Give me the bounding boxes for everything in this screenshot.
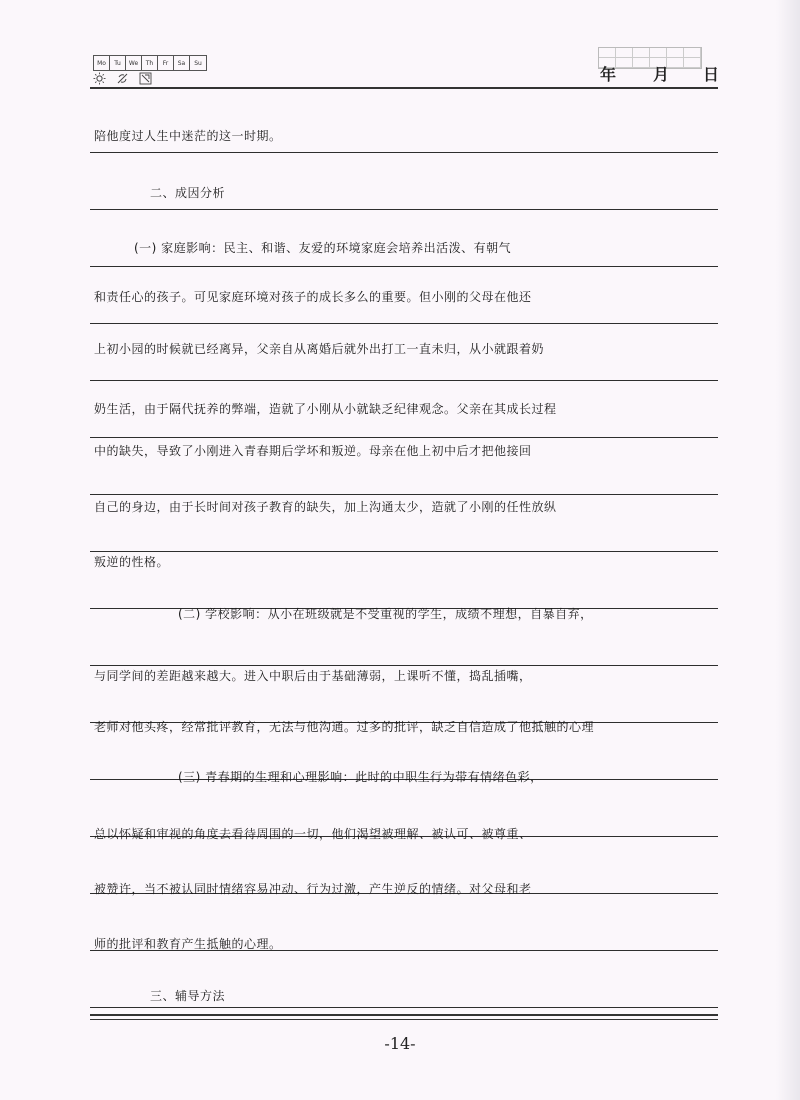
footer-rule: [90, 1014, 718, 1016]
footer-rule-thin: [90, 1019, 718, 1020]
text-line-9: 叛逆的性格。: [94, 555, 170, 569]
text-line-10: (二) 学校影响：从小在班级就是不受重视的学生，成绩不理想，自暴自弃，: [178, 607, 593, 621]
text-line-4: 和责任心的孩子。可见家庭环境对孩子的成长多么的重要。但小刚的父母在他还: [94, 290, 532, 304]
day-label: 日: [703, 65, 720, 84]
weekday-grid: [93, 55, 207, 71]
text-line-16: 师的批评和教育产生抵触的心理。: [94, 937, 282, 951]
weekday-we: We: [126, 56, 142, 70]
sun-icon: [93, 72, 106, 85]
heading-cause-analysis: 二、成因分析: [150, 186, 226, 200]
text-line-14: 总以怀疑和审视的角度去看待周围的一切，他们渴望被理解、被认可、被尊重、: [94, 827, 532, 841]
weekday-sa: Sa: [174, 56, 190, 70]
text-line-7: 中的缺失，导致了小刚进入青春期后学坏和叛逆。母亲在他上初中后才把他接回: [94, 444, 532, 458]
text-line-6: 奶生活，由于隔代抚养的弊端，造就了小刚从小就缺乏纪律观念。父亲在其成长过程: [94, 402, 557, 416]
cloud-icon: [116, 72, 129, 85]
weekday-th: Th: [142, 56, 158, 70]
weekday-su: Su: [194, 59, 202, 67]
text-line-12: 老师对他头疼，经常批评教育，无法与他沟通。过多的批评，缺乏自信造成了他抵触的心理: [94, 720, 595, 734]
text-line-1: 陪他度过人生中迷茫的这一时期。: [94, 129, 282, 143]
text-line-8: 自己的身边，由于长时间对孩子教育的缺失，加上沟通太少，造就了小刚的任性放纵: [94, 500, 557, 514]
month-label: 月: [653, 65, 670, 84]
heading-counseling-methods: 三、辅导方法: [150, 989, 226, 1003]
weekday-tu: Tu: [110, 56, 126, 70]
year-label: 年: [600, 65, 617, 84]
text-line-5: 上初小园的时候就已经离异，父亲自从离婚后就外出打工一直未归，从小就跟着奶: [94, 342, 545, 356]
text-line-3: (一) 家庭影响：民主、和谐、友爱的环境家庭会培养出活泼、有朝气: [134, 241, 512, 255]
text-line-15: 被赞许，当不被认同时情绪容易冲动、行为过激，产生逆反的情绪。对父母和老: [94, 882, 532, 896]
weekday-mo: Mo: [94, 56, 110, 70]
page-number: -14-: [384, 1034, 416, 1053]
text-line-11: 与同学间的差距越来越大。进入中职后由于基础薄弱，上课听不懂，捣乱插嘴，: [94, 669, 532, 683]
text-line-13: (三) 青春期的生理和心理影响：此时的中职生行为带有情绪色彩，: [178, 770, 543, 784]
rain-icon: [139, 72, 152, 85]
weather-icons: [93, 72, 152, 85]
weekday-fr: Fr: [158, 56, 174, 70]
